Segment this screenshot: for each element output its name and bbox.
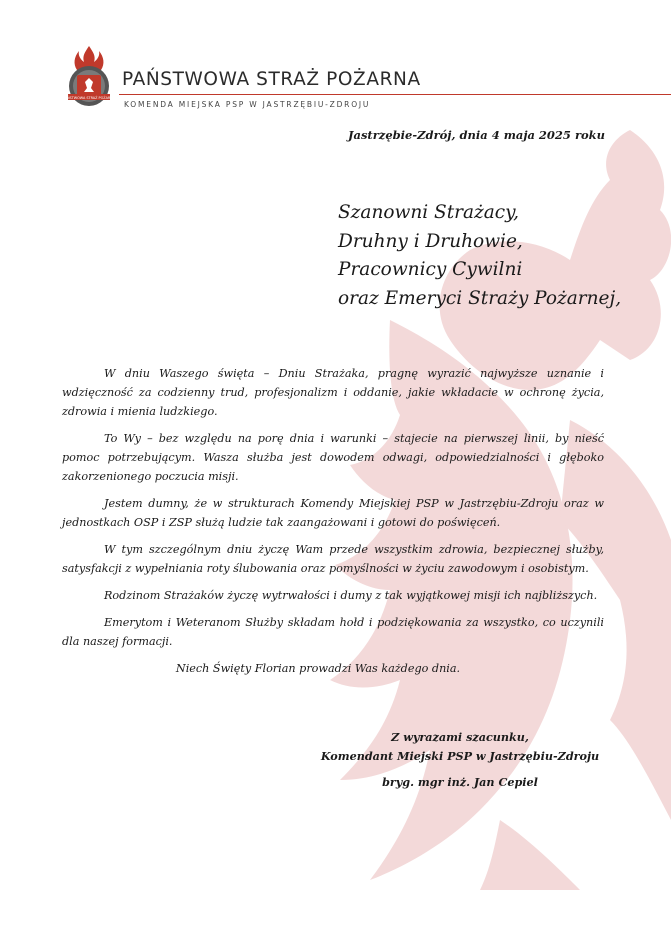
paragraph: W dniu Waszego święta – Dniu Strażaka, pragnę wyrazić najwyższe uznanie i wdzięczność za codzienny trud, profesjonalizm i oddanie, jakie wkładacie w ochronę życia, zdrowia i mienia ludzkiego. bbox=[62, 367, 604, 418]
closing-greeting: Z wyrazami szacunku, bbox=[391, 730, 529, 744]
svg-text:PAŃSTWOWA STRAŻ POŻARNA: PAŃSTWOWA STRAŻ POŻARNA bbox=[62, 96, 116, 100]
salutation bbox=[338, 199, 621, 313]
salutation-line: Druhny i Druhowie, bbox=[338, 230, 523, 252]
paragraph: Rodzinom Strażaków życzę wytrwałości i dumy z tak wyjątkowej misji ich najbliższych. bbox=[104, 589, 598, 602]
salutation-line: oraz Emeryci Straży Pożarnej, bbox=[338, 287, 622, 309]
salutation-line: Pracownicy Cywilni bbox=[338, 259, 523, 280]
paragraph: Jestem dumny, że w strukturach Komendy Miejskiej PSP w Jastrzębiu-Zdroju oraz w jednostkach OSP i ZSP służą ludzie tak zaangażowani i gotowi do poświęceń. bbox=[62, 497, 604, 529]
closing-block bbox=[300, 728, 620, 792]
paragraph: W tym szczególnym dniu życzę Wam przede wszystkim zdrowia, bezpiecznej służby, satysfakcji z wypełniania roty ślubowania oraz pomyślności w życiu zawodowym i osobistym. bbox=[62, 543, 604, 575]
closing-title: Komendant Miejski PSP w Jastrzębiu-Zdroju bbox=[320, 749, 600, 763]
date-line: Jastrzębie-Zdrój, dnia 4 maja 2025 roku bbox=[348, 128, 605, 142]
paragraph: To Wy – bez względu na porę dnia i warunki – stajecie na pierwszej linii, by nieść pomoc potrzebującym. Wasza służba jest dowodem odwagi, odpowiedzialności i głęboko zakorzenionego poczucia misji. bbox=[62, 432, 604, 483]
salutation-line: Szanowni Strażacy, bbox=[338, 202, 520, 223]
organization-subtitle: KOMENDA MIEJSKA PSP W JASTRZĘBIU-ZDROJU bbox=[124, 100, 371, 109]
signature-name: bryg. mgr inż. Jan Cepiel bbox=[382, 775, 538, 789]
paragraph: Emerytom i Weteranom Służby składam hołd i podziękowania za wszystko, co uczynili dla naszej formacji. bbox=[62, 616, 604, 648]
letterhead bbox=[60, 44, 620, 114]
organization-name: PAŃSTWOWA STRAŻ POŻARNA bbox=[122, 69, 421, 90]
letter-body bbox=[62, 364, 604, 686]
blessing: Niech Święty Florian prowadzi Was każdego dnia. bbox=[175, 662, 461, 675]
header-divider bbox=[119, 94, 671, 95]
psp-emblem-icon bbox=[60, 44, 118, 110]
